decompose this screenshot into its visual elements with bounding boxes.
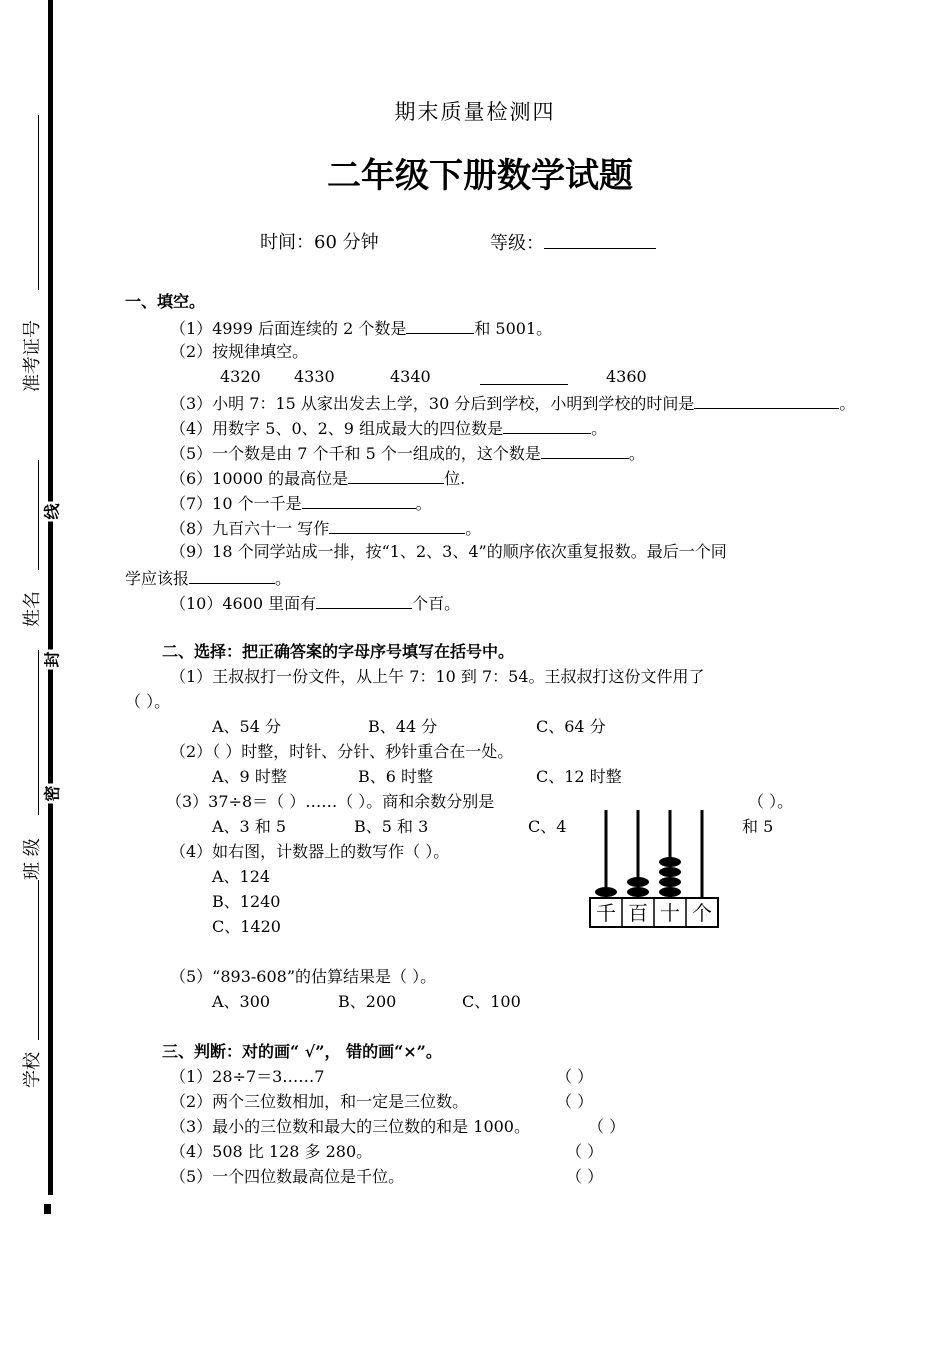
section3-heading: 三、判断：对的画“ √”， 错的画“×”。 [162,1042,442,1061]
section2-heading: 二、选择：把正确答案的字母序号填写在括号中。 [162,642,515,661]
s2-q2-opt-c: C、12 时整 [536,767,622,786]
abacus-label: 千 [596,901,616,925]
s3-item-4: （4）508 比 128 多 280。 [170,1142,373,1161]
binding-line-tail [44,1204,51,1214]
abacus-label: 百 [628,901,648,925]
abacus-bead [627,877,649,887]
s3-item-4-paren[interactable]: （ ） [566,1142,604,1161]
s1-q5: （5）一个数是由 7 个千和 5 个一组成的，这个数是 。 [170,444,645,463]
exam-no-label: 准考证号 [22,320,43,392]
s1-q4-blank[interactable] [503,417,591,434]
exam-time: 时间：60 分钟 [260,232,379,253]
s1-seq-2: 4330 [294,367,335,386]
grade-row [490,228,656,255]
seal-mark-dense: 密 [40,784,63,804]
exam-no-blank-line [38,115,39,290]
s2-q5-opt-c: C、100 [462,992,521,1011]
s2-q2-opt-a: A、9 时整 [212,767,287,786]
s1-q6-blank[interactable] [348,467,444,484]
s2-q4: （4）如右图，计数器上的数写作（ ）。 [170,842,450,861]
s1-q9-blank[interactable] [189,567,275,584]
s1-q5-blank[interactable] [541,442,629,459]
s2-q4-opt-b: B、1240 [212,892,281,911]
s3-item-3-paren[interactable]: （ ） [588,1117,626,1136]
s1-q2: （2）按规律填空。 [170,342,309,361]
grade-blank[interactable] [544,228,656,249]
s2-q1-paren: （ ）。 [125,692,171,711]
s2-q3-paren: （ ）。 [748,792,794,811]
s2-q3: （3）37÷8＝（ ）……（ ）。商和余数分别是 [166,792,495,811]
s2-q2-opt-b: B、6 时整 [358,767,434,786]
class-label: 班 级 [22,838,43,880]
s1-q10-blank[interactable] [316,592,412,609]
s2-q3-opt-a: A、3 和 5 [212,817,287,836]
school-blank-line [38,880,39,1040]
abacus-bead [595,887,617,897]
s1-seq-4: 4360 [606,367,647,386]
abacus-bead [659,877,681,887]
s1-seq-1: 4320 [220,367,261,386]
s2-q4-opt-c: C、1420 [212,917,281,936]
abacus-bead [659,887,681,897]
grade-label: 等级： [490,233,544,254]
abacus-bead [627,887,649,897]
s3-item-1-paren[interactable]: （ ） [556,1067,594,1086]
s2-q2: （2）（ ）时整，时针、分针、秒针重合在一处。 [170,742,514,761]
s2-q4-opt-a: A、124 [212,867,271,886]
s1-q3: （3）小明 7：15 从家出发去上学，30 分后到学校，小明到学校的时间是 。 [170,394,856,413]
abacus-label: 十 [660,901,680,925]
abacus-figure [588,808,723,933]
abacus-bead [659,867,681,877]
s2-q1-opt-c: C、64 分 [536,717,606,736]
s3-item-1: （1）28÷7＝3……7 [170,1067,325,1086]
exam-title: 二年级下册数学试题 [327,156,633,196]
seal-mark-seal: 封 [40,650,63,670]
abacus-label: 个 [692,901,712,925]
s1-q9-line2: 学应该报 。 [125,569,292,588]
s1-q7-blank[interactable] [302,492,416,509]
s1-q8-blank[interactable] [329,517,465,534]
s1-seq-3: 4340 [390,367,431,386]
s1-q10: （10）4600 里面有 个百。 [170,594,461,613]
s2-q5-opt-b: B、200 [338,992,397,1011]
s2-q3-opt-b: B、5 和 3 [354,817,429,836]
exam-subtitle: 期末质量检测四 [394,100,556,124]
s1-q3-blank[interactable] [694,392,839,409]
s1-q1-blank[interactable] [406,317,474,334]
s1-q6: （6）10000 的最高位是 位. [170,469,466,488]
s2-q3-opt-c: C、4 [528,817,567,836]
name-label: 姓名 [22,591,43,627]
school-label: 学校 [22,1052,43,1088]
section1-heading: 一、填空。 [125,292,206,311]
s1-q1: （1）4999 后面连续的 2 个数是 和 5001。 [170,319,553,338]
s2-q5: （5）“893-608”的估算结果是（ ）。 [170,967,437,986]
abacus-bead [659,857,681,867]
s1-q9-line1: （9）18 个同学站成一排，按“1、2、3、4”的顺序依次重复报数。最后一个同 [170,542,727,561]
s1-q7: （7）10 个一千是 。 [170,494,432,513]
s3-item-5-paren[interactable]: （ ） [566,1167,604,1186]
s1-q4: （4）用数字 5、0、2、9 组成最大的四位数是 。 [170,419,608,438]
s2-q1-opt-b: B、44 分 [368,717,438,736]
s3-item-5: （5）一个四位数最高位是千位。 [170,1167,405,1186]
s3-item-2-paren[interactable]: （ ） [556,1092,594,1111]
s2-q1-opt-a: A、54 分 [212,717,282,736]
s1-seq-blank[interactable] [480,368,568,385]
s3-item-2: （2）两个三位数相加，和一定是三位数。 [170,1092,469,1111]
s2-q3-opt-c-tail: 和 5 [742,817,774,836]
s2-q1: （1）王叔叔打一份文件，从上午 7：10 到 7：54。王叔叔打这份文件用了 [170,667,705,686]
seal-mark-line: 线 [40,502,63,522]
s1-q8: （8）九百六十一 写作 。 [170,519,482,538]
s3-item-3: （3）最小的三位数和最大的三位数的和是 1000。 [170,1117,530,1136]
s2-q5-opt-a: A、300 [212,992,271,1011]
